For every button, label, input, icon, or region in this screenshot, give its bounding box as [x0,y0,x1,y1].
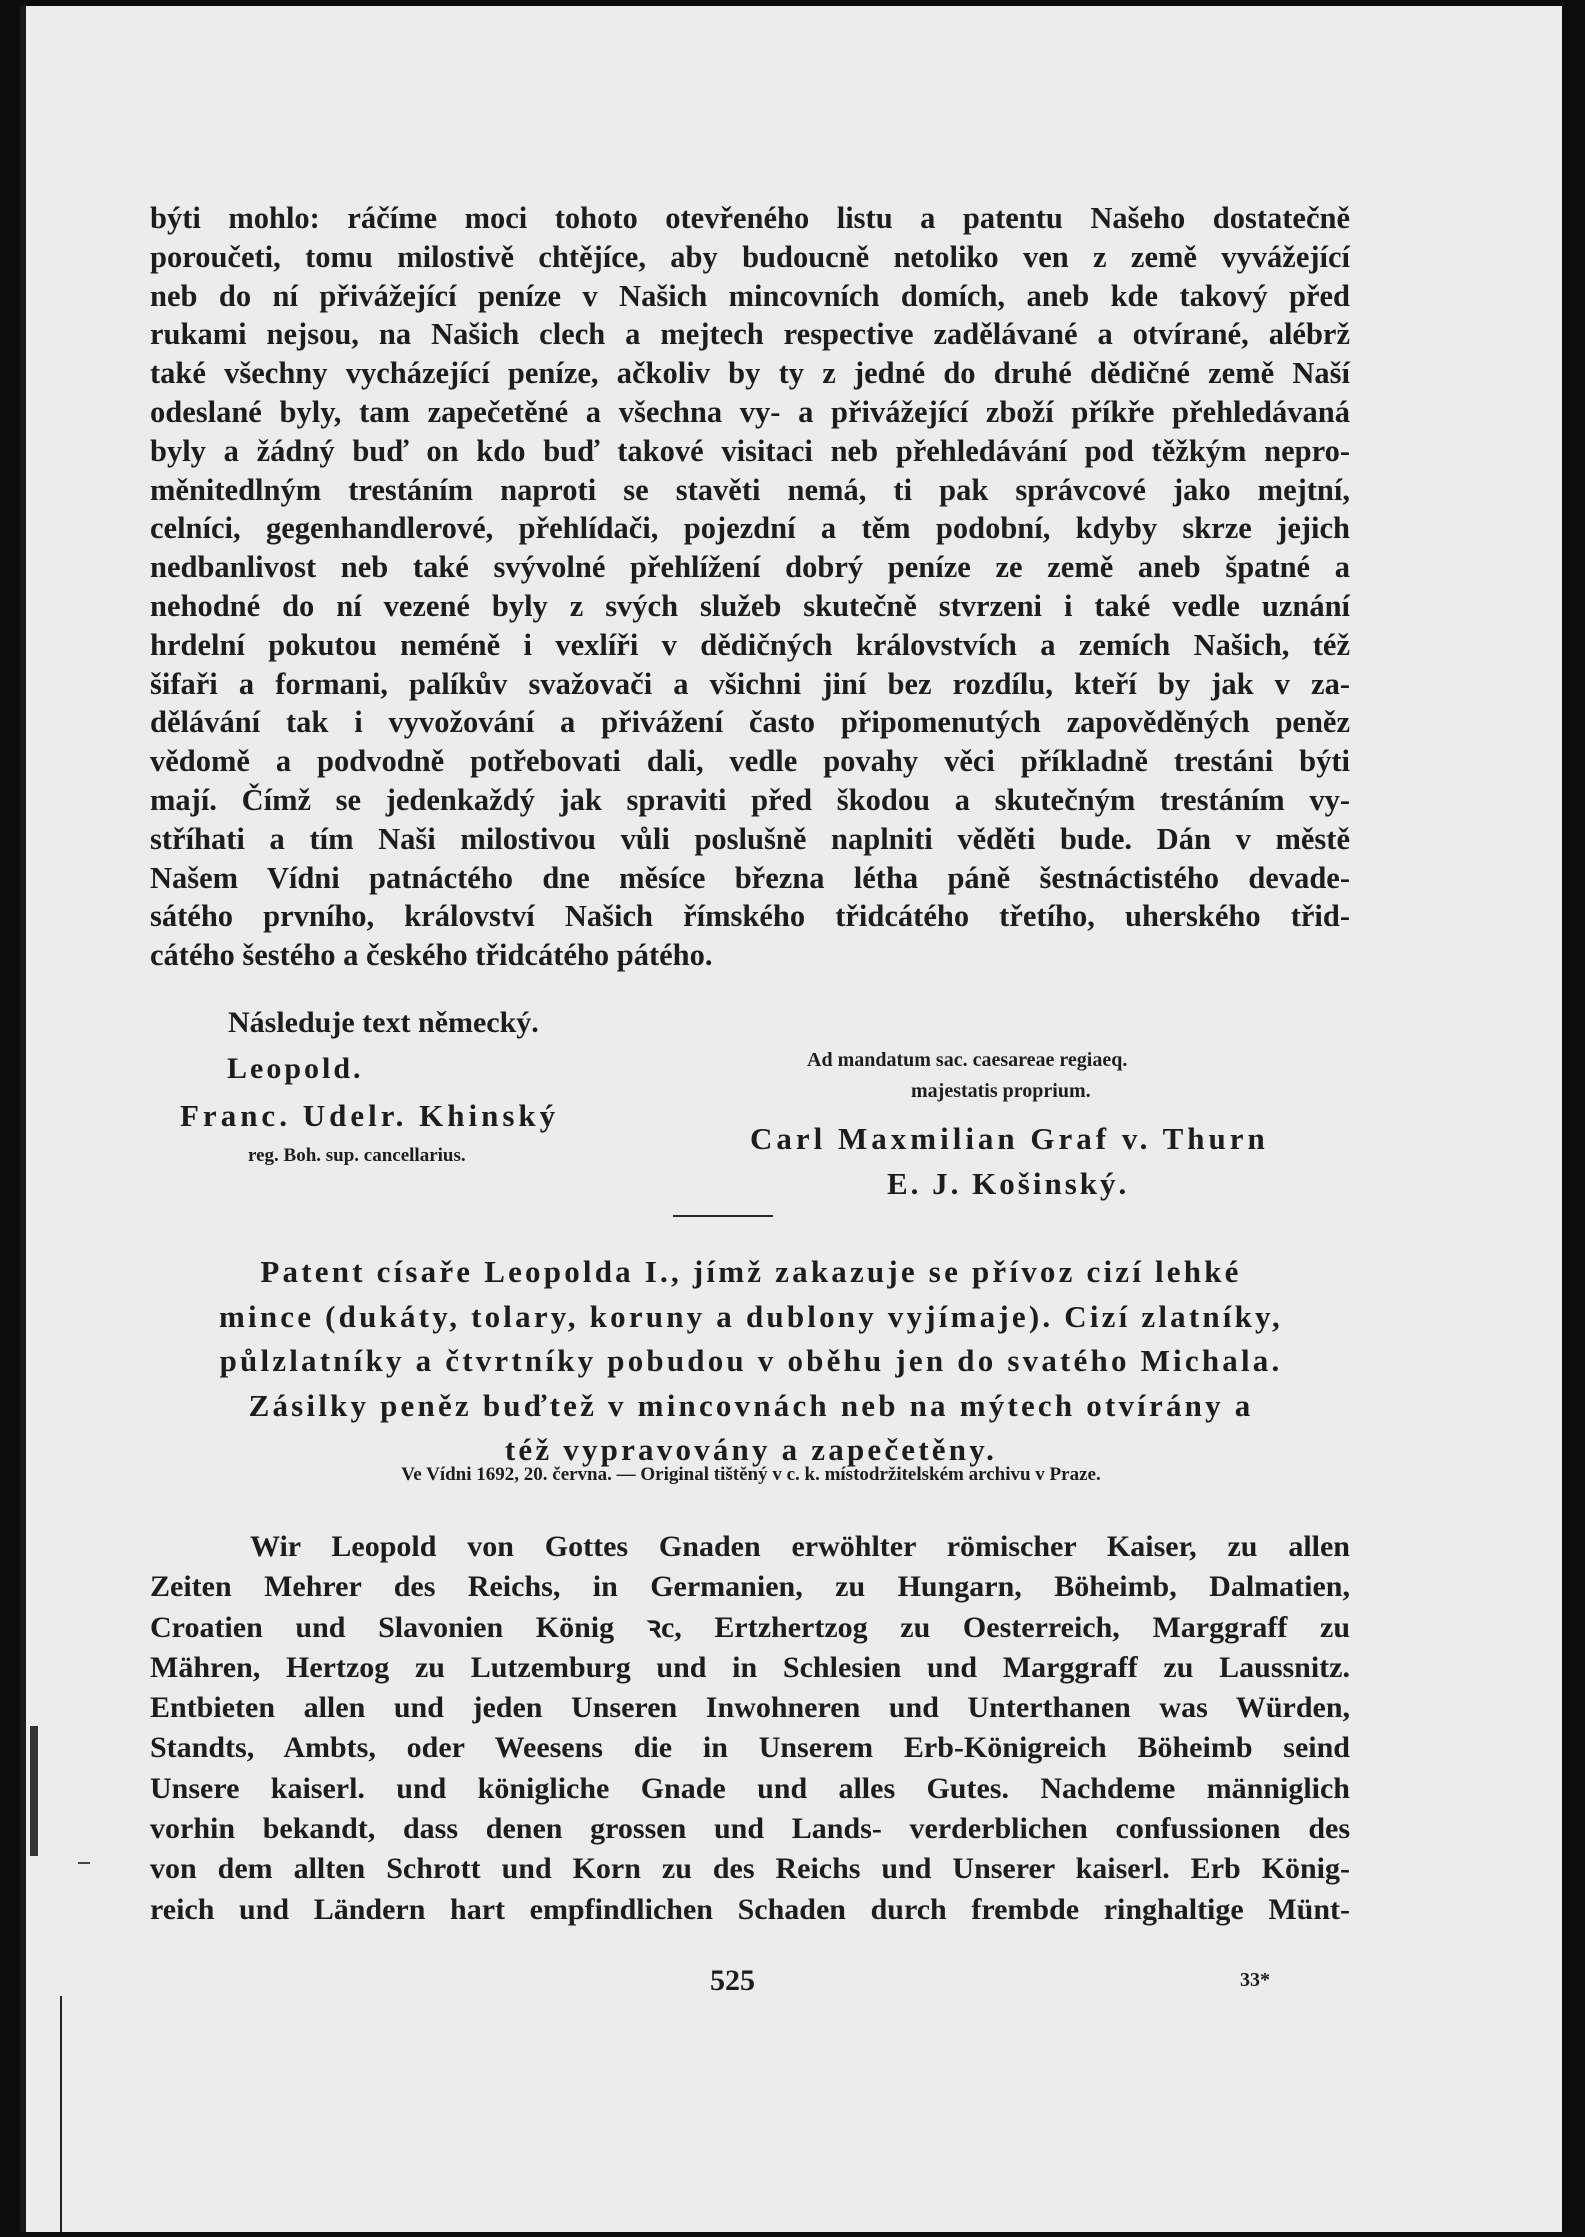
text-line: stříhati a tím Naši milostivou vůli poslušně naplniti věděti bude. Dán v městě [150,821,1350,856]
text-line: Entbieten allen und jeden Unseren Inwohneren und Unterthanen was Würden, [150,1691,1350,1725]
section-divider [673,1215,773,1217]
source-note: Ve Vídni 1692, 20. června. — Original tištěný v c. k. místodržitelském archivu v Praze. [401,1464,1101,1485]
text-line: von dem allten Schrott und Korn zu des Reichs und Unserer kaiserl. Erb König- [150,1852,1350,1886]
text-line: cátého šestého a českého třidcátého pátého. [150,938,713,973]
text-line: vědomě a podvodně potřebovati dali, vedle povahy věci příkladně trestáni býti [150,744,1350,779]
follows-label: Následuje text německý. [228,1006,539,1039]
signature-thurn: Carl Maxmilian Graf v. Thurn [750,1121,1269,1156]
page-number: 525 [710,1964,755,1997]
heading-line: Zásilky peněz buďtež v mincovnách neb na mýtech otvírány a [248,1387,1254,1423]
text-line: nehodné do ní vezené byly z svých služeb skutečně stvrzeni i také vedle uznání [150,588,1350,623]
czech-paragraph [150,199,1350,975]
text-line: nedbanlivost neb také svývolné přehlížení dobrý peníze ze země aneb špatné a [150,550,1350,585]
document-heading [148,1250,1354,1473]
text-line: sátého prvního, království Našich římského třidcátého třetího, uherského třid- [150,899,1350,934]
gutter-line [60,1996,62,2232]
text-line: Našem Vídni patnáctého dne měsíce března létha páně šestnáctistého devade- [150,860,1350,895]
mandatum-line-2: majestatis proprium. [911,1080,1091,1102]
text-line: Mähren, Hertzog zu Lutzemburg und in Schlesien und Marggraff zu Laussnitz. [150,1650,1350,1684]
heading-line: půlzlatníky a čtvrtníky pobudou v oběhu jen do svatého Michala. [219,1343,1283,1379]
gutter-mark [30,1726,38,1856]
text-line: Standts, Ambts, oder Weesens die in Unserem Erb-Königreich Böheimb seind [150,1731,1350,1765]
text-line: poroučeti, tomu milostivě chtějíce, aby budoucně netoliko ven z země vyvážející [150,239,1350,274]
text-line: neb do ní přivážející peníze v Našich mincovních domích, aneb kde takový před [150,278,1350,313]
text-line: rukami nejsou, na Našich clech a mejtech respective zadělávané a otvírané, alébrž [150,317,1350,352]
text-line: celníci, gegenhandlerové, přehlídači, pojezdní a těm podobní, kdyby skrze jejich [150,511,1350,546]
signature-leopold: Leopold. [227,1052,364,1085]
text-line: hrdelní pokutou neméně i vexlíři v dědičných královstvích a zemích Našich, též [150,627,1350,662]
heading-line: též vypravovány a zapečetěny. [504,1432,998,1468]
text-line: odeslané byly, tam zapečetěné a všechna vy- a přivážející zboží příkře přehledávaná [150,394,1350,429]
text-line: Unsere kaiserl. und königliche Gnade und alles Gutes. Nachdeme männiglich [150,1771,1350,1805]
signature-khinsky-role: reg. Boh. sup. cancellarius. [248,1145,466,1166]
signature-kosinsky: E. J. Košinský. [887,1166,1130,1201]
text-line: šifaři a formani, palíkův svažovači a všichni jiní bez rozdílu, kteří by jak v za- [150,666,1350,701]
text-line: vorhin bekandt, dass denen grossen und Lands- verderblichen confussionen des [150,1812,1350,1846]
heading-line: mince (dukáty, tolary, koruny a dublony vyjímaje). Cizí zlatníky, [218,1298,1283,1334]
text-line: mají. Čímž se jedenkaždý jak spraviti před škodou a skutečným trestáním vy- [150,782,1350,817]
german-paragraph [150,1527,1350,1930]
text-line: Zeiten Mehrer des Reichs, in Germanien, zu Hungarn, Böheimb, Dalmatien, [150,1570,1350,1604]
gutter-dash [78,1862,90,1864]
printer-signature-mark: 33* [1240,1969,1270,1991]
heading-line: Patent císaře Leopolda I., jímž zakazuje se přívoz cizí lehké [260,1254,1242,1289]
text-line: Wir Leopold von Gottes Gnaden erwöhlter römischer Kaiser, zu allen [250,1530,1350,1563]
text-line: reich und Ländern hart empfindlichen Schaden durch frembde ringhaltige Münt- [150,1892,1350,1926]
text-line: Croatien und Slavonien König ꝛc, Ertzhertzog zu Oesterreich, Marggraff zu [150,1610,1350,1644]
mandatum-line-1: Ad mandatum sac. caesareae regiaeq. [807,1049,1128,1071]
page-edge-shadow [20,6,26,2232]
text-line: dělávání tak i vyvožování a přivážení často připomenutých zapověděných peněz [150,705,1350,740]
text-line: byly a žádný buď on kdo buď takové visitaci neb přehledávání pod těžkým nepro- [150,433,1350,468]
text-line: měnitedlným trestáním naproti se stavěti nemá, ti pak správcové jako mejtní, [150,472,1350,507]
text-line: býti mohlo: ráčíme moci tohoto otevřeného listu a patentu Našeho dostatečně [150,201,1350,235]
book-page [20,6,1562,2232]
text-line: také všechny vycházející peníze, ačkoliv by ty z jedné do druhé dědičné země Naší [150,356,1350,391]
signature-khinsky: Franc. Udelr. Khinský [180,1098,560,1133]
